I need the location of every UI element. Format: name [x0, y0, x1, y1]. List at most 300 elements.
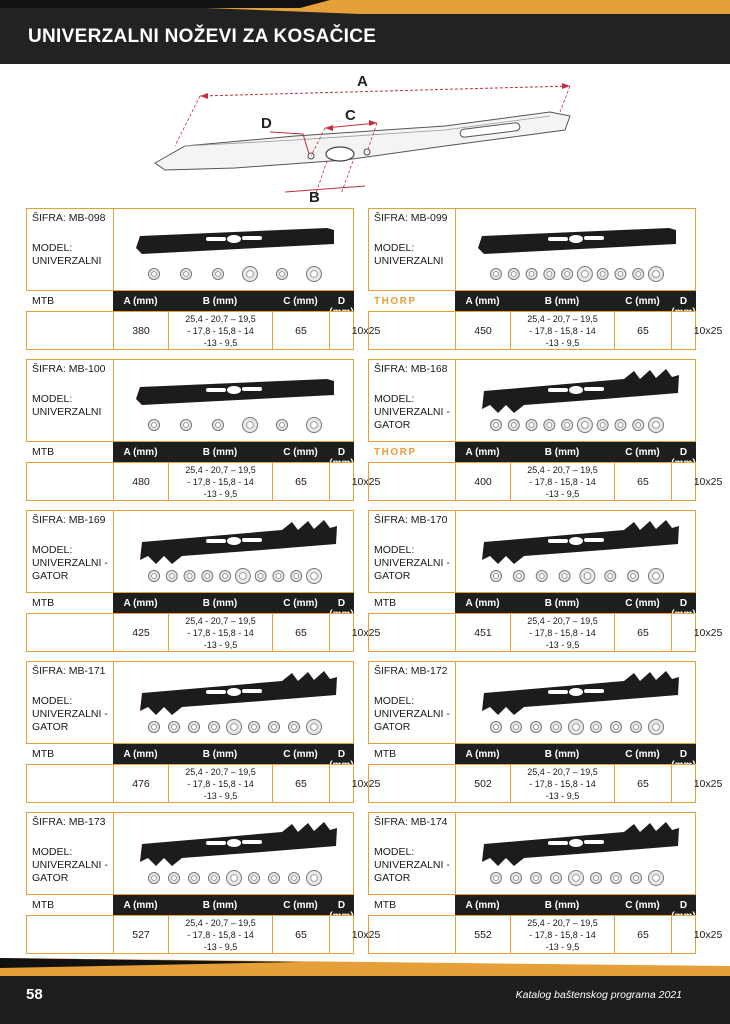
col-header-d: D (mm) [329, 749, 354, 771]
col-header-a: A (mm) [465, 447, 500, 458]
spec-column-headers [455, 442, 696, 469]
card-info [368, 661, 696, 743]
value-d: 10x25 [671, 614, 730, 652]
washer-hole [311, 875, 318, 882]
col-header-b: B (mm) [202, 900, 238, 911]
model-label: MODEL: [32, 242, 73, 254]
card-divider [455, 208, 456, 290]
value-c: 65 [614, 463, 671, 501]
blade-slot-right [584, 689, 604, 693]
product-card [26, 661, 381, 803]
washer-hole [280, 423, 285, 428]
col-header-b: B (mm) [544, 447, 580, 458]
page-title: UNIVERZALNI NOŽEVI ZA KOSAČICE [28, 26, 377, 47]
col-header-b: B (mm) [544, 296, 580, 307]
col-header-c: C (mm) [625, 749, 660, 760]
brand-label: THORP [374, 447, 417, 458]
blade-center-hole [569, 386, 583, 394]
blade-slot-right [242, 538, 262, 542]
washer-hole [172, 725, 177, 730]
spec-column-headers [113, 593, 354, 620]
washer-hole [554, 876, 559, 881]
spec-value-row [26, 915, 381, 954]
value-d: 10x25 [329, 765, 402, 803]
spec-value-row [368, 462, 723, 501]
model-label: MODEL: [374, 544, 415, 556]
brand-label: MTB [374, 748, 397, 760]
product-sku: ŠIFRA: MB-172 [374, 665, 448, 677]
value-a: 451 [455, 614, 510, 652]
col-header-b: B (mm) [544, 900, 580, 911]
card-info [26, 208, 354, 290]
col-header-d: D (mm) [329, 598, 354, 620]
value-a: 400 [455, 463, 510, 501]
washer-hole [511, 423, 516, 428]
blade-center-hole [569, 688, 583, 696]
washer-hole [252, 725, 257, 730]
washer-hole [562, 574, 567, 579]
dim-line-b [285, 186, 365, 192]
blade-center-hole [569, 537, 583, 545]
card-info [26, 812, 354, 894]
spec-column-headers [455, 593, 696, 620]
product-card [368, 359, 723, 501]
washer-hole [636, 423, 641, 428]
washer-hole [600, 423, 605, 428]
blade-product-image [122, 516, 348, 588]
washer-hole [311, 271, 318, 278]
blade-center-hole [227, 386, 241, 394]
brand-label: MTB [32, 597, 55, 609]
washer-hole [184, 272, 189, 277]
value-d: 10x25 [329, 463, 402, 501]
col-header-a: A (mm) [123, 749, 158, 760]
model-value: UNIVERZALNI [32, 406, 102, 418]
spec-header-row [26, 743, 354, 771]
washer-hole [494, 272, 499, 277]
col-header-c: C (mm) [625, 598, 660, 609]
value-d: 10x25 [671, 916, 730, 954]
product-card [26, 359, 381, 501]
card-divider [113, 661, 114, 743]
card-divider [113, 510, 114, 592]
washer-hole [514, 876, 519, 881]
brand-label: MTB [374, 597, 397, 609]
washer-hole [529, 423, 534, 428]
washer-hole [516, 574, 521, 579]
col-header-c: C (mm) [283, 296, 318, 307]
spec-column-headers [113, 442, 354, 469]
washer-hole [192, 876, 197, 881]
value-d: 10x25 [329, 614, 402, 652]
product-sku: ŠIFRA: MB-170 [374, 514, 448, 526]
blade-slot-right [242, 840, 262, 844]
spec-column-headers [455, 895, 696, 922]
card-divider [113, 208, 114, 290]
washer-hole [539, 574, 544, 579]
model-label: MODEL: [374, 695, 415, 707]
dim-label-b: B [309, 189, 320, 206]
washer-hole [247, 271, 254, 278]
brand-label: THORP [374, 296, 417, 307]
spec-column-headers [455, 291, 696, 318]
value-c: 65 [272, 765, 329, 803]
washer-hole [169, 574, 174, 579]
value-c: 65 [614, 916, 671, 954]
washer-hole [614, 876, 619, 881]
washer-hole [216, 423, 221, 428]
washer-hole [184, 423, 189, 428]
value-b: 25,4 - 20,7 – 19,5 - 17,8 - 15,8 - 14 -13 - 9,5 [510, 614, 614, 652]
model-label: MODEL: [32, 846, 73, 858]
col-header-d: D (mm) [671, 447, 696, 469]
page-number: 58 [26, 986, 43, 1003]
blade-slot-left [206, 539, 226, 543]
washer-hole [594, 725, 599, 730]
value-c: 65 [614, 312, 671, 350]
value-b: 25,4 - 20,7 – 19,5 - 17,8 - 15,8 - 14 -13 - 9,5 [168, 312, 272, 350]
washer-hole [152, 574, 157, 579]
washer-hole [653, 875, 660, 882]
value-b: 25,4 - 20,7 – 19,5 - 17,8 - 15,8 - 14 -13 - 9,5 [510, 312, 614, 350]
card-divider [113, 812, 114, 894]
spec-header-row [368, 290, 696, 318]
blade-product-image [464, 365, 690, 437]
washer-hole [631, 574, 636, 579]
model-label: MODEL: [374, 846, 415, 858]
catalog-title: Katalog baštenskog programa 2021 [515, 989, 682, 1001]
col-header-a: A (mm) [465, 598, 500, 609]
col-header-a: A (mm) [123, 447, 158, 458]
blade-slot-left [206, 841, 226, 845]
dim-label-a: A [357, 73, 368, 90]
brand-label: MTB [32, 446, 55, 458]
product-sku: ŠIFRA: MB-100 [32, 363, 106, 375]
value-b: 25,4 - 20,7 – 19,5 - 17,8 - 15,8 - 14 -13 - 9,5 [168, 463, 272, 501]
spec-value-row [368, 915, 723, 954]
spec-value-row [368, 764, 723, 803]
card-divider [455, 812, 456, 894]
blade-slot-right [584, 387, 604, 391]
header-accent-stripe [0, 0, 730, 14]
blade-center-hole [569, 839, 583, 847]
value-b: 25,4 - 20,7 – 19,5 - 17,8 - 15,8 - 14 -13 - 9,5 [168, 614, 272, 652]
washer-hole [529, 272, 534, 277]
brand-label: MTB [32, 295, 55, 307]
blade-slot-right [242, 387, 262, 391]
washer-hole [494, 574, 499, 579]
brand-label: MTB [32, 899, 55, 911]
card-info [26, 661, 354, 743]
washer-hole [187, 574, 192, 579]
washer-hole [252, 876, 257, 881]
model-value: UNIVERZALNI - GATOR [32, 859, 108, 884]
blade-product-image [464, 818, 690, 890]
blade-slot-right [584, 538, 604, 542]
brand-label: MTB [374, 899, 397, 911]
col-header-d: D (mm) [329, 296, 354, 318]
col-header-c: C (mm) [625, 296, 660, 307]
value-c: 65 [272, 312, 329, 350]
value-a: 527 [113, 916, 168, 954]
washer-hole [594, 876, 599, 881]
spec-header-row [368, 743, 696, 771]
washer-hole [292, 725, 297, 730]
brand-label: MTB [32, 748, 55, 760]
col-header-a: A (mm) [123, 598, 158, 609]
blade-product-image [122, 667, 348, 739]
washer-hole [311, 724, 318, 731]
washer-hole [152, 725, 157, 730]
card-info [368, 510, 696, 592]
col-header-c: C (mm) [283, 598, 318, 609]
washer-hole [276, 574, 281, 579]
col-header-a: A (mm) [465, 296, 500, 307]
card-divider [455, 359, 456, 441]
model-label: MODEL: [32, 695, 73, 707]
washer-hole [212, 876, 217, 881]
col-header-a: A (mm) [123, 900, 158, 911]
washer-hole [634, 876, 639, 881]
washer-hole [212, 725, 217, 730]
model-label: MODEL: [374, 242, 415, 254]
value-b: 25,4 - 20,7 – 19,5 - 17,8 - 15,8 - 14 -13 - 9,5 [168, 916, 272, 954]
blade-product-image [464, 667, 690, 739]
washer-hole [554, 725, 559, 730]
spec-header-row [368, 592, 696, 620]
washer-hole [216, 272, 221, 277]
washer-hole [172, 876, 177, 881]
blade-slot-left [548, 388, 568, 392]
col-header-a: A (mm) [465, 749, 500, 760]
blade-slot-left [206, 237, 226, 241]
value-a: 480 [113, 463, 168, 501]
blade-slot-left [548, 690, 568, 694]
spec-column-headers [113, 291, 354, 318]
washer-hole [653, 724, 660, 731]
product-card [368, 661, 723, 803]
washer-hole [573, 875, 580, 882]
col-header-c: C (mm) [283, 900, 318, 911]
washer-hole [192, 725, 197, 730]
washer-hole [584, 573, 591, 580]
washer-hole [636, 272, 641, 277]
blade-center-hole [569, 235, 583, 243]
col-header-a: A (mm) [465, 900, 500, 911]
value-d: 10x25 [671, 765, 730, 803]
product-sku: ŠIFRA: MB-099 [374, 212, 448, 224]
washer-hole [494, 876, 499, 881]
value-c: 65 [272, 463, 329, 501]
washer-hole [534, 876, 539, 881]
col-header-d: D (mm) [329, 900, 354, 922]
washer-hole [614, 725, 619, 730]
washer-hole [547, 272, 552, 277]
card-divider [455, 510, 456, 592]
washer-hole [565, 272, 570, 277]
washer-hole [608, 574, 613, 579]
washer-hole [152, 876, 157, 881]
card-info [368, 208, 696, 290]
page-header [0, 0, 730, 64]
spec-header-row [26, 894, 354, 922]
value-b: 25,4 - 20,7 – 19,5 - 17,8 - 15,8 - 14 -13 - 9,5 [510, 765, 614, 803]
col-header-b: B (mm) [202, 296, 238, 307]
blade-center-hole [227, 688, 241, 696]
washer-hole [600, 272, 605, 277]
washer-hole [547, 423, 552, 428]
product-card [368, 208, 723, 350]
washer-hole [272, 725, 277, 730]
model-value: UNIVERZALNI - GATOR [374, 406, 450, 431]
model-value: UNIVERZALNI [32, 255, 102, 267]
washer-hole [311, 573, 318, 580]
col-header-b: B (mm) [202, 749, 238, 760]
value-c: 65 [614, 614, 671, 652]
card-divider [113, 359, 114, 441]
value-c: 65 [614, 765, 671, 803]
spec-value-row [26, 311, 381, 350]
spec-value-row [368, 311, 723, 350]
washer-hole [272, 876, 277, 881]
blade-slot-right [584, 236, 604, 240]
washer-hole [292, 876, 297, 881]
washer-hole [565, 423, 570, 428]
blade-slot-left [206, 388, 226, 392]
card-info [26, 359, 354, 441]
blade-slot-right [242, 236, 262, 240]
value-c: 65 [272, 916, 329, 954]
washer-hole [152, 423, 157, 428]
washer-hole [205, 574, 210, 579]
value-b: 25,4 - 20,7 – 19,5 - 17,8 - 15,8 - 14 -13 - 9,5 [168, 765, 272, 803]
blade-center-hole [227, 537, 241, 545]
col-header-d: D (mm) [671, 598, 696, 620]
spec-column-headers [113, 744, 354, 771]
model-label: MODEL: [374, 393, 415, 405]
washer-hole [618, 272, 623, 277]
value-a: 502 [455, 765, 510, 803]
product-sku: ŠIFRA: MB-174 [374, 816, 448, 828]
washer-hole [618, 423, 623, 428]
spec-header-row [368, 894, 696, 922]
value-a: 552 [455, 916, 510, 954]
washer-hole [231, 724, 238, 731]
col-header-c: C (mm) [625, 900, 660, 911]
col-header-d: D (mm) [671, 749, 696, 771]
value-d: 10x25 [329, 916, 402, 954]
washer-hole [653, 422, 660, 429]
col-header-c: C (mm) [625, 447, 660, 458]
blade-slot-left [548, 841, 568, 845]
value-d: 10x25 [671, 312, 730, 350]
washer-hole [231, 875, 238, 882]
washer-hole [152, 272, 157, 277]
model-label: MODEL: [32, 544, 73, 556]
blade-product-image [464, 214, 690, 286]
product-sku: ŠIFRA: MB-173 [32, 816, 106, 828]
value-d: 10x25 [329, 312, 402, 350]
spec-value-row [26, 462, 381, 501]
model-value: UNIVERZALNI - GATOR [374, 859, 450, 884]
card-info [368, 812, 696, 894]
blade-product-image [122, 365, 348, 437]
col-header-b: B (mm) [202, 447, 238, 458]
blade-slot-left [206, 690, 226, 694]
blade-outline [155, 112, 570, 170]
value-a: 380 [113, 312, 168, 350]
blade-slot-left [548, 237, 568, 241]
value-a: 425 [113, 614, 168, 652]
product-sku: ŠIFRA: MB-171 [32, 665, 106, 677]
dim-label-c: C [345, 107, 356, 124]
col-header-a: A (mm) [123, 296, 158, 307]
col-header-c: C (mm) [283, 447, 318, 458]
blade-dimension-diagram [145, 68, 585, 208]
washer-hole [494, 725, 499, 730]
col-header-d: D (mm) [671, 900, 696, 922]
value-b: 25,4 - 20,7 – 19,5 - 17,8 - 15,8 - 14 -13 - 9,5 [510, 463, 614, 501]
product-sku: ŠIFRA: MB-098 [32, 212, 106, 224]
page-footer [0, 958, 730, 1024]
washer-hole [511, 272, 516, 277]
washer-hole [573, 724, 580, 731]
card-divider [455, 661, 456, 743]
value-d: 10x25 [671, 463, 730, 501]
col-header-b: B (mm) [544, 598, 580, 609]
blade-slot-right [242, 689, 262, 693]
spec-value-row [368, 613, 723, 652]
washer-hole [514, 725, 519, 730]
model-value: UNIVERZALNI - GATOR [32, 557, 108, 582]
washer-hole [258, 574, 263, 579]
blade-center-hole [326, 147, 354, 161]
washer-hole [223, 574, 228, 579]
value-a: 450 [455, 312, 510, 350]
spec-value-row [26, 613, 381, 652]
spec-column-headers [113, 895, 354, 922]
washer-hole [294, 574, 299, 579]
product-sku: ŠIFRA: MB-169 [32, 514, 106, 526]
washer-hole [653, 573, 660, 580]
spec-value-row [26, 764, 381, 803]
blade-product-image [464, 516, 690, 588]
col-header-b: B (mm) [202, 598, 238, 609]
product-sku: ŠIFRA: MB-168 [374, 363, 448, 375]
blade-product-image [122, 214, 348, 286]
dim-line-a [200, 86, 570, 96]
spec-header-row [368, 441, 696, 469]
model-label: MODEL: [32, 393, 73, 405]
col-header-b: B (mm) [544, 749, 580, 760]
model-value: UNIVERZALNI - GATOR [374, 708, 450, 733]
col-header-c: C (mm) [283, 749, 318, 760]
model-value: UNIVERZALNI - GATOR [32, 708, 108, 733]
value-c: 65 [272, 614, 329, 652]
product-card [26, 510, 381, 652]
washer-hole [582, 422, 589, 429]
value-a: 476 [113, 765, 168, 803]
spec-column-headers [455, 744, 696, 771]
product-card [26, 812, 381, 954]
washer-hole [240, 573, 247, 580]
product-card [26, 208, 381, 350]
washer-hole [653, 271, 660, 278]
model-value: UNIVERZALNI [374, 255, 444, 267]
product-card [368, 812, 723, 954]
washer-hole [634, 725, 639, 730]
blade-product-image [122, 818, 348, 890]
